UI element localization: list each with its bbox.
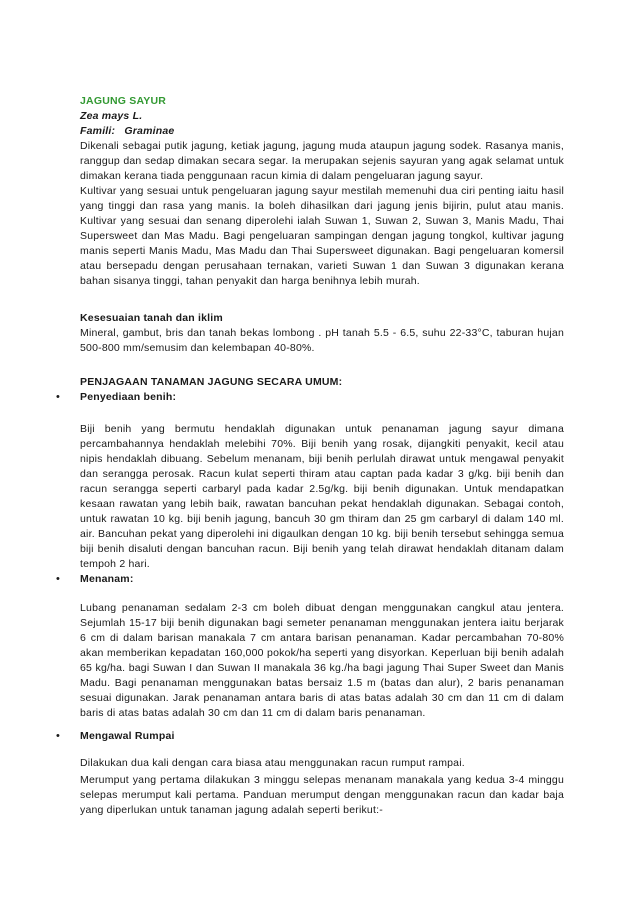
family-value: Graminae: [124, 125, 175, 137]
cultivar-paragraph: Kultivar yang sesuai untuk pengeluaran jagung sayur mestilah memenuhi dua ciri penting iaitu hasil yang tinggi dan rasa yang manis. Ia boleh dihasilkan dari jagung jenis bijirin, pulut atau manis. Kultivar yang sesuai dan senang diperolehi ialah Suwan 1, Suwan 2, Suwan 3, Manis Madu, Thai Supersweet dan Mas Madu. Bagi pengeluaran sampingan dengan jagung tongkol, kultivar jagung manis seperti Manis Madu, Mas Madu dan Thai Supersweet digunakan. Bagi pengeluaran komersil atau bersepadu dengan perusahaan ternakan, varieti Suwan 1 dan Suwan 3 digunakan kerana bahan sisanya tinggi, tahan penyakit dan harga benihnya lebih murah.: [80, 185, 564, 287]
weed-paragraph-2: Merumput yang pertama dilakukan 3 minggu selepas menanam manakala yang kedua 3-4 minggu selepas merumput kali pertama. Panduan merumput dengan menggunakan racun dan kadar baja yang diperlukan untuk tanaman jagung adalah seperti berikut:-: [80, 774, 564, 816]
bullet-planting: •: [56, 573, 60, 585]
family-label: Famili:: [80, 125, 116, 137]
weed-heading: Mengawal Rumpai: [80, 730, 175, 742]
intro-paragraph: Dikenali sebagai putik jagung, ketiak jagung, jagung muda ataupun jagung sodek. Rasanya manis, ranggup dan sedap dimakan secara segar. Ia merupakan sejenis sayuran yang agak selamat untuk dimakan kerana tiada penggunaan racun kimia di dalam pengeluaran jagung sayur.: [80, 140, 564, 182]
seed-paragraph: Biji benih yang bermutu hendaklah digunakan untuk penanaman jagung sayur dimana percambahannya hendaklah melebihi 70%. Biji benih yang rosak, dijangkiti penyakit, kecil atau nipis hendaklah dibuang. Sebelum menanam, biji benih perlulah dirawat untuk mengawal penyakit dan serangga perosak. Racun kulat seperti thiram atau captan pada kadar 3 g/kg. biji benih dan racun serangga seperti carbaryl pada kadar 2.5g/kg. biji benih digunakan. Untuk mendapatkan kesaan rawatan yang lebih baik, rawatan bancuhan pekat hendaklah digunakan. Sebagai contoh, untuk rawatan 10 kg. biji benih jagung, bancuh 30 gm thiram dan 25 gm carbaryl di dalam 140 ml. air. Bancuhan pekat yang diperolehi ini digaulkan dengan 10 kg. biji benih tersebut sehingga semua biji benih disaluti dengan bancuhan racun. Biji benih yang telah dirawat hendaklah ditanam dalam tempoh 2 hari.: [80, 423, 564, 570]
planting-heading: Menanam:: [80, 573, 134, 585]
family-line: [80, 124, 564, 139]
weed-paragraph-1: Dilakukan dua kali dengan cara biasa atau menggunakan racun rumput rampai.: [80, 757, 465, 769]
scientific-name: Zea mays L.: [80, 110, 143, 122]
bullet-seed: •: [56, 391, 60, 403]
soil-heading: Kesesuaian tanah dan iklim: [80, 312, 223, 324]
bullet-weed: •: [56, 730, 60, 742]
planting-paragraph: Lubang penanaman sedalam 2-3 cm boleh dibuat dengan menggunakan cangkul atau jentera. Sejumlah 15-17 biji benih digunakan bagi semeter penanaman menggunakan jentera iaitu berjarak 6 cm di dalam barisan manakala 7 cm antara barisan penanaman. Kadar percambahan 70-80% akan memberikan kepadatan 160,000 pokok/ha seperti yang disyorkan. Keperluan biji benih adalah 65 kg/ha. bagi Suwan I dan Suwan II manakala 36 kg./ha bagi jagung Thai Super Sweet dan Manis Madu. Bagi penanaman menggunakan batas bersaiz 1.5 m (batas dan alur), 2 baris penanaman sesuai digunakan. Jarak penanaman antara baris di atas batas adalah 30 cm dan 11 cm di dalam baris di atas batas adalah 30 cm dan 11 cm di dalam baris penanaman.: [80, 602, 564, 719]
soil-paragraph: Mineral, gambut, bris dan tanah bekas lombong . pH tanah 5.5 - 6.5, suhu 22-33°C, taburan hujan 500-800 mm/semusim dan kelembapan 40-80%.: [80, 327, 564, 354]
document-title: JAGUNG SAYUR: [80, 95, 167, 107]
seed-heading: Penyediaan benih:: [80, 391, 177, 403]
care-heading: PENJAGAAN TANAMAN JAGUNG SECARA UMUM:: [80, 376, 343, 388]
